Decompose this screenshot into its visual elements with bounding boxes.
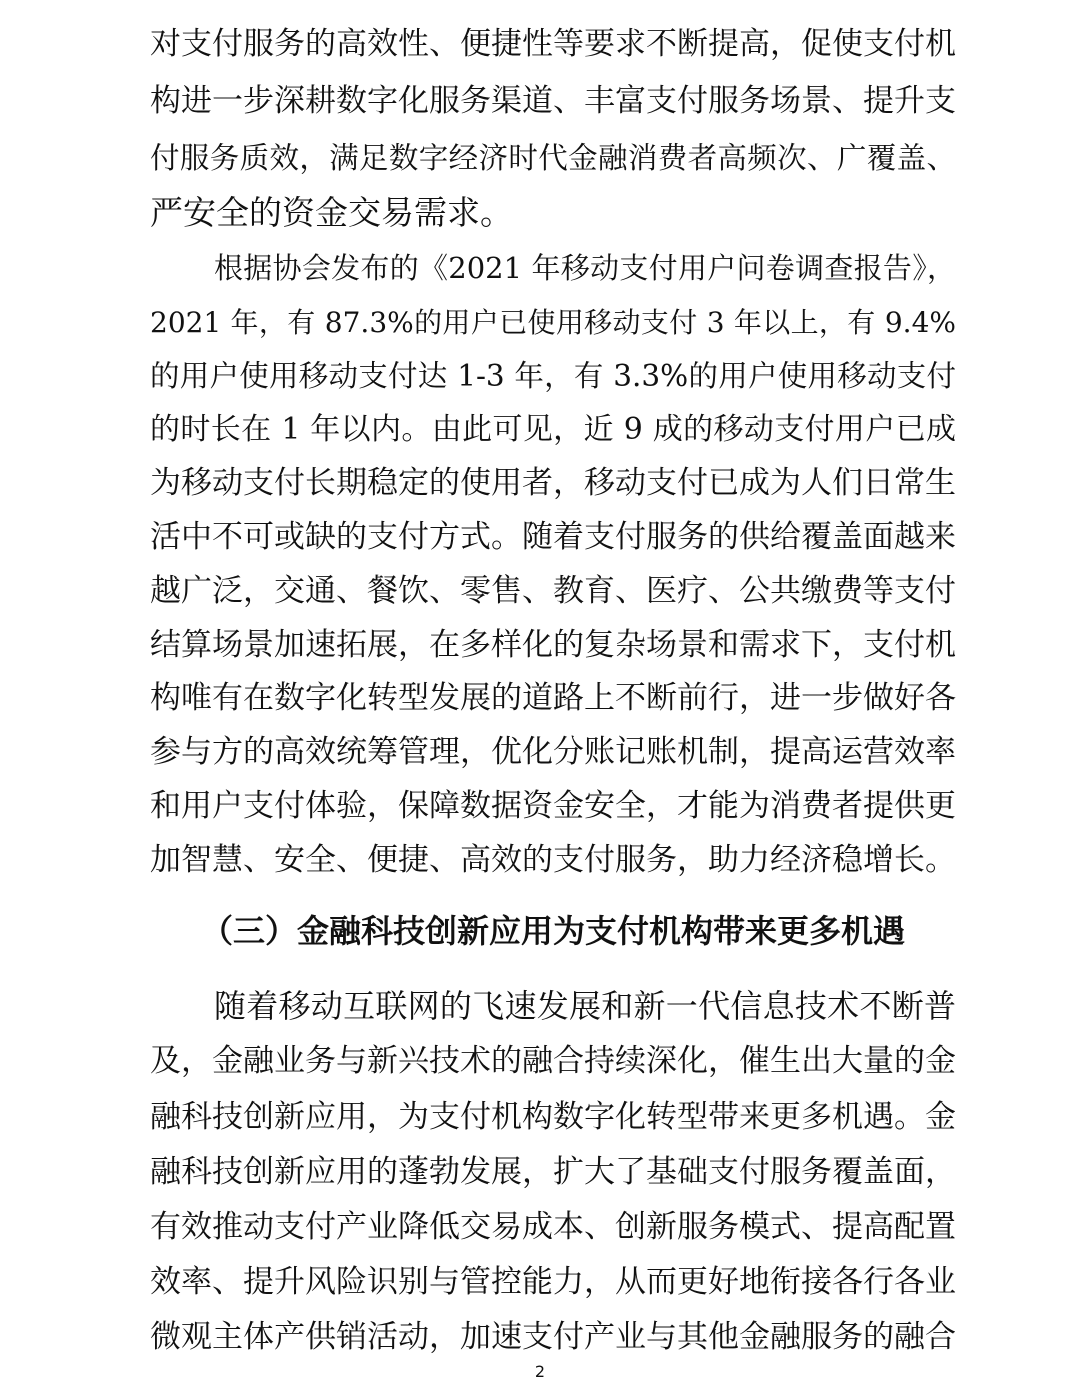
- para2-line-9: 构唯有在数字化转型发展的道路上不断前行，进一步做好各: [150, 680, 956, 716]
- para2-line-5: 为移动支付长期稳定的使用者，移动支付已成为人们日常生: [150, 465, 956, 501]
- para3-line-2: 及，金融业务与新兴技术的融合持续深化，催生出大量的金: [150, 1043, 956, 1079]
- para2-line-1: 根据协会发布的《2021 年移动支付用户问卷调查报告》，: [214, 251, 956, 285]
- para3-line-6: 效率、提升风险识别与管控能力，从而更好地衔接各行各业: [150, 1264, 956, 1300]
- para3-line-1: 随着移动互联网的飞速发展和新一代信息技术不断普: [214, 987, 956, 1025]
- para2-line-3: 的用户使用移动支付达 1-3 年，有 3.3%的用户使用移动支付: [150, 359, 956, 393]
- para3-line-4: 融科技创新应用的蓬勃发展，扩大了基础支付服务覆盖面，: [150, 1154, 956, 1190]
- para1-line-1: 对支付服务的高效性、便捷性等要求不断提高，促使支付机: [150, 26, 956, 62]
- para2-line-4: 的时长在 1 年以内。由此可见，近 9 成的移动支付用户已成: [150, 412, 956, 447]
- para1-line-4: 严安全的资金交易需求。: [150, 193, 513, 232]
- para3-line-3: 融科技创新应用，为支付机构数字化转型带来更多机遇。金: [150, 1099, 956, 1135]
- para2-line-6: 活中不可或缺的支付方式。随着支付服务的供给覆盖面越来: [150, 519, 956, 555]
- para2-line-10: 参与方的高效统筹管理，优化分账记账机制，提高运营效率: [150, 734, 956, 770]
- para1-line-3: 付服务质效，满足数字经济时代金融消费者高频次、广覆盖、: [150, 141, 956, 175]
- para2-line-2: 2021 年，有 87.3%的用户已使用移动支付 3 年以上，有 9.4%: [150, 306, 956, 339]
- para2-line-11: 和用户支付体验，保障数据资金安全，才能为消费者提供更: [150, 788, 956, 824]
- para3-line-5: 有效推动支付产业降低交易成本、创新服务模式、提高配置: [150, 1209, 956, 1245]
- para2-line-7: 越广泛，交通、餐饮、零售、教育、医疗、公共缴费等支付: [150, 573, 956, 609]
- page-number: 2: [534, 1362, 546, 1381]
- para2-line-12: 加智慧、安全、便捷、高效的支付服务，助力经济稳增长。: [150, 842, 956, 878]
- para3-line-7: 微观主体产供销活动，加速支付产业与其他金融服务的融合: [150, 1319, 956, 1355]
- para2-line-8: 结算场景加速拓展，在多样化的复杂场景和需求下，支付机: [150, 627, 956, 663]
- section-heading: （三）金融科技创新应用为支付机构带来更多机遇: [200, 912, 905, 950]
- para1-line-2: 构进一步深耕数字化服务渠道、丰富支付服务场景、提升支: [150, 83, 956, 119]
